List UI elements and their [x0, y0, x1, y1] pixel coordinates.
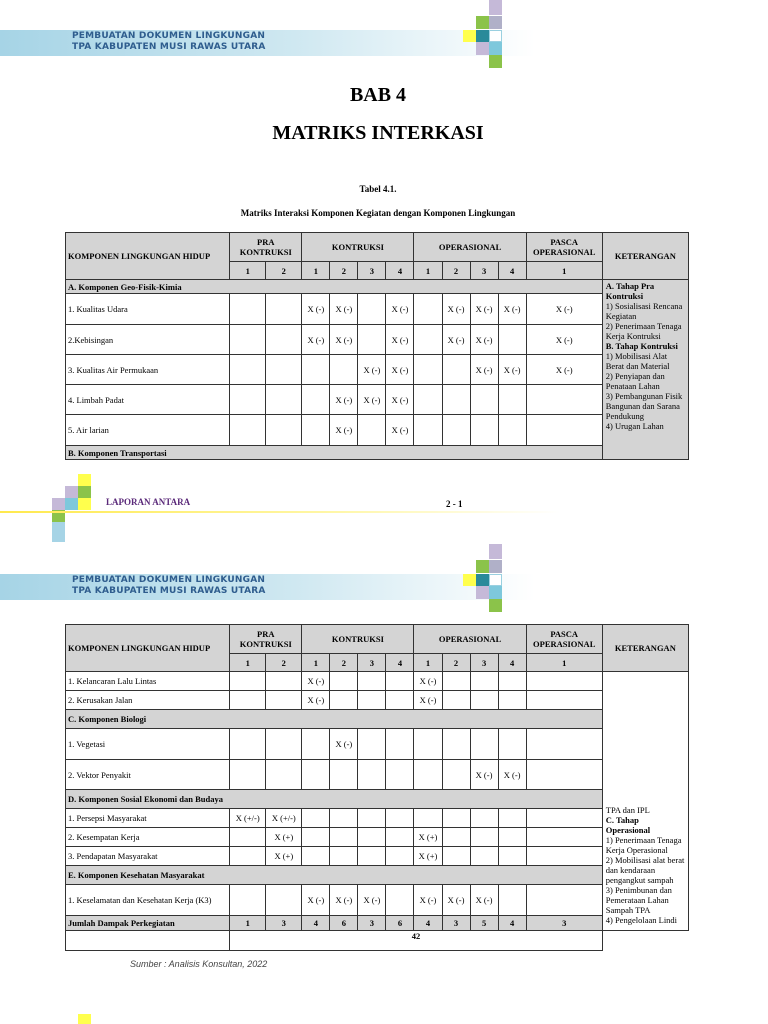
impact-cell — [386, 809, 414, 828]
keterangan-item: C. Tahap Operasional — [605, 815, 651, 835]
jumlah-value: 6 — [386, 916, 414, 931]
impact-cell: X (-) — [358, 355, 386, 385]
impact-cell — [266, 691, 302, 710]
impact-cell: X (-) — [498, 355, 526, 385]
column-number: 4 — [386, 654, 414, 672]
jumlah-value: 3 — [526, 916, 602, 931]
bottom-square — [78, 1014, 91, 1024]
impact-cell: X (-) — [330, 415, 358, 446]
impact-cell: X (-) — [442, 294, 470, 325]
impact-cell — [330, 672, 358, 691]
impact-cell — [498, 809, 526, 828]
impact-cell — [470, 415, 498, 446]
impact-cell — [330, 760, 358, 790]
impact-cell — [302, 415, 330, 446]
impact-cell: X (-) — [386, 415, 414, 446]
component-label: 1. Keselamatan dan Kesehatan Kerja (K3) — [66, 885, 230, 916]
table-row — [66, 355, 689, 385]
impact-cell — [414, 294, 442, 325]
column-number: 2 — [266, 654, 302, 672]
total-row — [66, 931, 689, 951]
impact-cell — [358, 294, 386, 325]
section-title: E. Komponen Kesehatan Masyarakat — [66, 866, 603, 885]
column-number: 2 — [330, 654, 358, 672]
section-row — [66, 280, 689, 294]
impact-cell — [230, 385, 266, 415]
table-number: Tabel 4.1. — [359, 184, 397, 194]
impact-cell — [470, 672, 498, 691]
impact-cell — [414, 729, 442, 760]
keterangan-item: 1) Penerimaan Tenaga Kerja Operasional — [605, 835, 682, 855]
impact-cell — [266, 294, 302, 325]
impact-cell: X (-) — [498, 760, 526, 790]
pasca-operasional-header: PASCA OPERASIONAL — [526, 233, 602, 262]
impact-cell — [358, 847, 386, 866]
komponen-header: KOMPONEN LINGKUNGAN HIDUP — [66, 233, 230, 280]
impact-cell — [526, 385, 602, 415]
column-number: 1 — [414, 654, 442, 672]
impact-cell — [230, 325, 266, 355]
impact-cell: X (-) — [386, 294, 414, 325]
keterangan-item: B. Tahap Kontruksi — [605, 341, 678, 351]
impact-cell — [266, 760, 302, 790]
component-label: 4. Limbah Padat — [66, 385, 230, 415]
impact-cell — [526, 729, 602, 760]
interaction-matrix-table-page2 — [65, 624, 689, 951]
impact-cell: X (-) — [358, 385, 386, 415]
impact-cell — [358, 325, 386, 355]
impact-cell — [358, 691, 386, 710]
impact-cell — [414, 385, 442, 415]
impact-cell: X (-) — [386, 325, 414, 355]
jumlah-label: Jumlah Dampak Perkegiatan — [66, 916, 230, 931]
operasional-header: OPERASIONAL — [414, 233, 526, 262]
impact-cell — [414, 355, 442, 385]
column-number: 2 — [266, 262, 302, 280]
impact-cell: X (-) — [526, 355, 602, 385]
impact-cell — [266, 385, 302, 415]
impact-cell: X (-) — [386, 355, 414, 385]
table-row — [66, 415, 689, 446]
total-value: 42 — [230, 931, 603, 951]
impact-cell — [442, 729, 470, 760]
impact-cell — [386, 691, 414, 710]
table-row — [66, 691, 689, 710]
table-row — [66, 294, 689, 325]
keterangan-item: TPA dan IPL — [605, 805, 650, 815]
impact-cell — [330, 809, 358, 828]
impact-cell: X (-) — [330, 294, 358, 325]
impact-cell — [526, 828, 602, 847]
table-row — [66, 885, 689, 916]
header-title: PEMBUATAN DOKUMEN LINGKUNGAN TPA KABUPATEN MUSI RAWAS UTARA — [72, 31, 266, 52]
impact-cell: X (-) — [442, 885, 470, 916]
impact-cell — [414, 760, 442, 790]
impact-cell — [230, 294, 266, 325]
section-title: C. Komponen Biologi — [66, 710, 603, 729]
column-number: 4 — [498, 262, 526, 280]
impact-cell — [498, 729, 526, 760]
impact-cell: X (+/-) — [266, 809, 302, 828]
impact-cell: X (-) — [386, 385, 414, 415]
impact-cell — [470, 809, 498, 828]
keterangan-item: 4) Urugan Lahan — [605, 421, 664, 431]
impact-cell — [526, 809, 602, 828]
impact-cell: X (+) — [414, 847, 442, 866]
keterangan-header: KETERANGAN — [602, 233, 688, 280]
impact-cell: X (-) — [414, 885, 442, 916]
jumlah-row — [66, 916, 689, 931]
jumlah-value: 3 — [358, 916, 386, 931]
jumlah-value: 1 — [230, 916, 266, 931]
column-number: 2 — [442, 654, 470, 672]
impact-cell — [358, 828, 386, 847]
impact-cell — [442, 847, 470, 866]
component-label: 1. Vegetasi — [66, 729, 230, 760]
impact-cell — [358, 672, 386, 691]
page-number: 2 - 1 — [446, 499, 463, 509]
impact-cell: X (+) — [414, 828, 442, 847]
impact-cell: X (-) — [526, 325, 602, 355]
impact-cell: X (-) — [358, 885, 386, 916]
impact-cell — [302, 355, 330, 385]
jumlah-value: 4 — [498, 916, 526, 931]
impact-cell: X (-) — [414, 691, 442, 710]
interaction-matrix-table-page1 — [65, 232, 689, 460]
table-row — [66, 729, 689, 760]
impact-cell: X (-) — [470, 355, 498, 385]
column-number: 3 — [358, 262, 386, 280]
impact-cell — [330, 847, 358, 866]
jumlah-value: 3 — [266, 916, 302, 931]
impact-cell — [442, 672, 470, 691]
impact-cell: X (-) — [302, 672, 330, 691]
keterangan-item: 2) Penerimaan Tenaga Kerja Kontruksi — [605, 321, 682, 341]
impact-cell — [414, 809, 442, 828]
section-title: D. Komponen Sosial Ekonomi dan Budaya — [66, 790, 603, 809]
keterangan-item: 3) Pembangunan Fisik Bangunan dan Sarana Pendukung — [605, 391, 683, 421]
impact-cell: X (+) — [266, 828, 302, 847]
component-label: 3. Kualitas Air Permukaan — [66, 355, 230, 385]
impact-cell — [442, 415, 470, 446]
column-number: 1 — [302, 654, 330, 672]
impact-cell: X (-) — [470, 294, 498, 325]
impact-cell: X (-) — [470, 325, 498, 355]
kontruksi-header: KONTRUKSI — [302, 625, 414, 654]
column-number: 1 — [302, 262, 330, 280]
impact-cell: X (-) — [330, 729, 358, 760]
impact-cell — [266, 355, 302, 385]
pasca-operasional-header: PASCA OPERASIONAL — [526, 625, 602, 654]
keterangan-item: 2) Penyiapan dan Penataan Lahan — [605, 371, 665, 391]
impact-cell — [526, 415, 602, 446]
impact-cell — [526, 672, 602, 691]
impact-cell — [230, 355, 266, 385]
impact-cell — [442, 809, 470, 828]
component-label: 2. Kesempatan Kerja — [66, 828, 230, 847]
column-number: 2 — [442, 262, 470, 280]
column-number: 4 — [498, 654, 526, 672]
column-number: 1 — [414, 262, 442, 280]
keterangan-item: 1) Mobilisasi Alat Berat dan Material — [605, 351, 670, 371]
impact-cell — [386, 885, 414, 916]
impact-cell — [442, 828, 470, 847]
keterangan-item: 3) Penimbunan dan Pemerataan Lahan Sampah TPA — [605, 885, 672, 915]
impact-cell — [386, 729, 414, 760]
section-row — [66, 866, 689, 885]
impact-cell — [470, 385, 498, 415]
impact-cell — [266, 672, 302, 691]
kontruksi-header: KONTRUKSI — [302, 233, 414, 262]
impact-cell — [230, 828, 266, 847]
impact-cell: X (-) — [414, 672, 442, 691]
jumlah-value: 3 — [442, 916, 470, 931]
impact-cell — [498, 847, 526, 866]
impact-cell — [526, 847, 602, 866]
component-label: 1. Kualitas Udara — [66, 294, 230, 325]
table-row — [66, 847, 689, 866]
section-title: A. Komponen Geo-Fisik-Kimia — [66, 280, 603, 294]
impact-cell — [470, 847, 498, 866]
impact-cell — [470, 691, 498, 710]
impact-cell — [230, 691, 266, 710]
impact-cell — [266, 729, 302, 760]
keterangan-header: KETERANGAN — [602, 625, 688, 672]
component-label: 2. Vektor Penyakit — [66, 760, 230, 790]
chapter-title: MATRIKS INTERKASI — [272, 122, 484, 144]
komponen-header: KOMPONEN LINGKUNGAN HIDUP — [66, 625, 230, 672]
impact-cell: X (+/-) — [230, 809, 266, 828]
keterangan-cell — [602, 672, 688, 931]
impact-cell: X (-) — [498, 294, 526, 325]
table-row — [66, 325, 689, 355]
component-label: 1. Kelancaran Lalu Lintas — [66, 672, 230, 691]
impact-cell — [330, 828, 358, 847]
impact-cell — [498, 828, 526, 847]
impact-cell — [386, 672, 414, 691]
impact-cell — [470, 828, 498, 847]
impact-cell: X (-) — [302, 294, 330, 325]
column-number: 1 — [526, 654, 602, 672]
impact-cell — [302, 385, 330, 415]
header-title-2: PEMBUATAN DOKUMEN LINGKUNGAN TPA KABUPATEN MUSI RAWAS UTARA — [72, 575, 266, 596]
impact-cell — [526, 691, 602, 710]
header-row — [66, 625, 689, 654]
impact-cell — [302, 729, 330, 760]
footer-label: LAPORAN ANTARA — [106, 497, 191, 507]
total-spacer — [66, 931, 230, 951]
impact-cell — [526, 885, 602, 916]
column-number: 2 — [330, 262, 358, 280]
table-row — [66, 672, 689, 691]
impact-cell — [330, 355, 358, 385]
impact-cell — [442, 355, 470, 385]
impact-cell — [330, 691, 358, 710]
pra-kontruksi-header: PRA KONTRUKSI — [230, 233, 302, 262]
impact-cell — [386, 847, 414, 866]
impact-cell — [386, 760, 414, 790]
component-label: 2. Kerusakan Jalan — [66, 691, 230, 710]
impact-cell — [266, 415, 302, 446]
impact-cell — [230, 847, 266, 866]
keterangan-item: 1) Sosialisasi Rencana Kegiatan — [605, 301, 683, 321]
header-row — [66, 233, 689, 262]
table-row — [66, 828, 689, 847]
section-row — [66, 790, 689, 809]
column-number: 1 — [230, 654, 266, 672]
keterangan-item: 4) Pengelolaan Lindi — [605, 915, 678, 925]
component-label: 1. Persepsi Masyarakat — [66, 809, 230, 828]
impact-cell — [266, 885, 302, 916]
column-number: 1 — [230, 262, 266, 280]
section-row — [66, 710, 689, 729]
impact-cell — [498, 672, 526, 691]
impact-cell — [386, 828, 414, 847]
impact-cell: X (-) — [526, 294, 602, 325]
impact-cell: X (-) — [330, 325, 358, 355]
pra-kontruksi-header: PRA KONTRUKSI — [230, 625, 302, 654]
footer-line — [0, 511, 560, 513]
impact-cell: X (-) — [302, 885, 330, 916]
impact-cell — [414, 325, 442, 355]
keterangan-item: A. Tahap Pra Kontruksi — [605, 281, 655, 301]
column-number: 3 — [358, 654, 386, 672]
impact-cell — [358, 415, 386, 446]
impact-cell — [442, 385, 470, 415]
impact-cell — [442, 760, 470, 790]
impact-cell — [302, 809, 330, 828]
impact-cell: X (+) — [266, 847, 302, 866]
impact-cell: X (-) — [330, 385, 358, 415]
table-caption: Matriks Interaksi Komponen Kegiatan dengan Komponen Lingkungan — [240, 208, 516, 218]
jumlah-value: 5 — [470, 916, 498, 931]
impact-cell — [498, 385, 526, 415]
impact-cell — [358, 809, 386, 828]
impact-cell — [302, 847, 330, 866]
source-note: Sumber : Analisis Konsultan, 2022 — [130, 959, 268, 969]
table-row — [66, 760, 689, 790]
impact-cell — [230, 885, 266, 916]
jumlah-value: 4 — [414, 916, 442, 931]
impact-cell — [498, 415, 526, 446]
impact-cell — [498, 325, 526, 355]
impact-cell — [266, 325, 302, 355]
jumlah-value: 6 — [330, 916, 358, 931]
impact-cell — [358, 729, 386, 760]
impact-cell — [498, 885, 526, 916]
impact-cell: X (-) — [330, 885, 358, 916]
impact-cell: X (-) — [470, 760, 498, 790]
keterangan-item: 2) Mobilisasi alat berat dan kendaraan pengangkut sampah — [605, 855, 685, 885]
impact-cell — [498, 691, 526, 710]
column-number: 1 — [526, 262, 602, 280]
impact-cell — [442, 691, 470, 710]
impact-cell — [302, 828, 330, 847]
impact-cell: X (-) — [442, 325, 470, 355]
table-row — [66, 809, 689, 828]
impact-cell — [358, 760, 386, 790]
impact-cell: X (-) — [302, 325, 330, 355]
impact-cell: X (-) — [302, 691, 330, 710]
impact-cell — [302, 760, 330, 790]
column-number: 4 — [386, 262, 414, 280]
column-number: 3 — [470, 654, 498, 672]
component-label: 3. Pendapatan Masyarakat — [66, 847, 230, 866]
component-label: 5. Air larian — [66, 415, 230, 446]
section-title: B. Komponen Transportasi — [66, 446, 603, 460]
impact-cell: X (-) — [470, 885, 498, 916]
impact-cell — [470, 729, 498, 760]
impact-cell — [526, 760, 602, 790]
keterangan-cell — [602, 280, 688, 460]
impact-cell — [230, 729, 266, 760]
impact-cell — [414, 415, 442, 446]
component-label: 2.Kebisingan — [66, 325, 230, 355]
impact-cell — [230, 672, 266, 691]
section-row — [66, 446, 689, 460]
jumlah-value: 4 — [302, 916, 330, 931]
table-row — [66, 385, 689, 415]
impact-cell — [230, 760, 266, 790]
operasional-header: OPERASIONAL — [414, 625, 526, 654]
column-number: 3 — [470, 262, 498, 280]
chapter-number: BAB 4 — [349, 84, 407, 106]
impact-cell — [230, 415, 266, 446]
